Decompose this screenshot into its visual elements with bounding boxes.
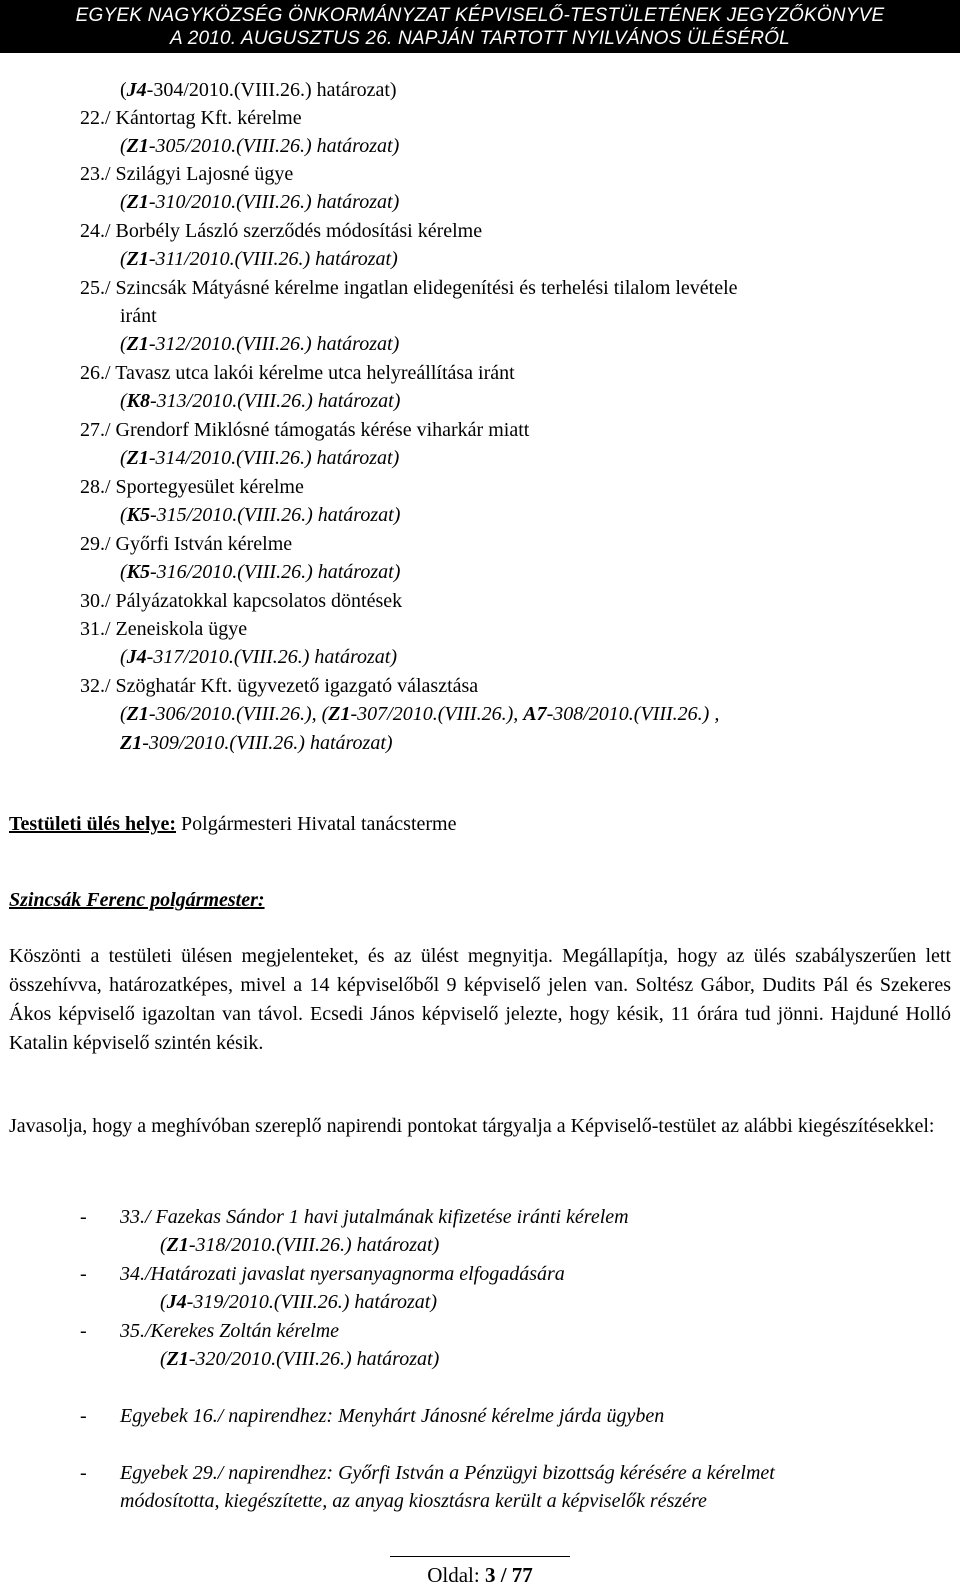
agenda-item-32: 32./ Szöghatár Kft. ügyvezető igazgató választása	[80, 675, 479, 697]
agenda-item-30: 30./ Pályázatokkal kapcsolatos döntések	[80, 590, 403, 612]
page-number: 3 / 77	[484, 1563, 533, 1587]
addition-item-egyebek-29-cont: módosította, kiegészítette, az anyag kiosztásra került a képviselők részére	[120, 1490, 707, 1512]
addition-item-33: 33./ Fazekas Sándor 1 havi jutalmának kifizetése iránti kérelem	[120, 1206, 629, 1228]
page-footer	[0, 1563, 960, 1588]
agenda-ref: (Z1-314/2010.(VIII.26.) határozat)	[120, 447, 400, 469]
list-dash: -	[80, 1206, 87, 1228]
speaker-name: Szincsák Ferenc polgármester:	[9, 889, 265, 911]
venue-line	[9, 812, 456, 836]
agenda-item-27: 27./ Grendorf Miklósné támogatás kérése viharkár miatt	[80, 419, 530, 441]
agenda-ref: (Z1-310/2010.(VIII.26.) határozat)	[120, 191, 400, 213]
agenda-ref: (K5-315/2010.(VIII.26.) határozat)	[120, 504, 401, 526]
agenda-ref: (Z1-312/2010.(VIII.26.) határozat)	[120, 333, 400, 355]
agenda-ref: (Z1-311/2010.(VIII.26.) határozat)	[120, 248, 398, 270]
agenda-ref: Z1-309/2010.(VIII.26.) határozat)	[120, 732, 393, 754]
agenda-ref: (Z1-305/2010.(VIII.26.) határozat)	[120, 135, 400, 157]
agenda-ref: (J4-317/2010.(VIII.26.) határozat)	[120, 646, 398, 668]
agenda-item-31: 31./ Zeneiskola ügye	[80, 618, 248, 640]
list-dash: -	[80, 1263, 87, 1285]
agenda-item-24: 24./ Borbély László szerződés módosítási kérelme	[80, 220, 483, 242]
addition-item-egyebek-29: Egyebek 29./ napirendhez: Győrfi István a Pénzügyi bizottság kérésére a kérelmet	[120, 1462, 775, 1484]
list-dash: -	[80, 1405, 87, 1427]
agenda-item-22: 22./ Kántortag Kft. kérelme	[80, 107, 302, 129]
agenda-item-25-cont: iránt	[120, 305, 157, 327]
addition-item-34: 34./Határozati javaslat nyersanyagnorma elfogadására	[120, 1263, 565, 1285]
paragraph-opening: Köszönti a testületi ülésen megjelenteket, és az ülést megnyitja. Megállapítja, hogy az ülés szabályszerűen lett összehívva, határozatképes, mivel a 14 képviselőből 9 képviselő jelen van. Soltész Gábor, Dudits Pál és Szekeres Ákos képviselő igazoltan van távol. Ecsedi János képviselő jelezte, hogy késik, 11 órára tud jönni. Hajduné Holló Katalin képviselő szintén késik.	[9, 945, 951, 1054]
page-label: Oldal:	[427, 1563, 485, 1587]
agenda-ref: (K5-316/2010.(VIII.26.) határozat)	[120, 561, 401, 583]
agenda-item-25: 25./ Szincsák Mátyásné kérelme ingatlan elidegenítési és terhelési tilalom levétele	[80, 277, 738, 299]
list-dash: -	[80, 1462, 87, 1484]
addition-ref: (J4-319/2010.(VIII.26.) határozat)	[160, 1291, 438, 1313]
agenda-item-29: 29./ Győrfi István kérelme	[80, 533, 293, 555]
venue-value: Polgármesteri Hivatal tanácsterme	[176, 813, 457, 835]
addition-ref: (Z1-320/2010.(VIII.26.) határozat)	[160, 1348, 440, 1370]
venue-label: Testületi ülés helye:	[9, 813, 177, 835]
header-line-1: EGYEK NAGYKÖZSÉG ÖNKORMÁNYZAT KÉPVISELŐ-TESTÜLETÉNEK JEGYZŐKÖNYVE	[75, 5, 885, 26]
agenda-item-28: 28./ Sportegyesület kérelme	[80, 476, 304, 498]
agenda-item-26: 26./ Tavasz utca lakói kérelme utca helyreállítása iránt	[80, 362, 515, 384]
addition-item-egyebek-16: Egyebek 16./ napirendhez: Menyhárt Jánosné kérelme járda ügyben	[120, 1405, 665, 1427]
addition-ref: (Z1-318/2010.(VIII.26.) határozat)	[160, 1234, 440, 1256]
addition-item-35: 35./Kerekes Zoltán kérelme	[120, 1320, 340, 1342]
agenda-ref: (K8-313/2010.(VIII.26.) határozat)	[120, 390, 401, 412]
list-dash: -	[80, 1320, 87, 1342]
agenda-ref: (Z1-306/2010.(VIII.26.), (Z1-307/2010.(VIII.26.), A7-308/2010.(VIII.26.) ,	[120, 703, 720, 725]
agenda-ref: (J4-304/2010.(VIII.26.) határozat)	[120, 79, 397, 101]
document-header	[0, 0, 960, 53]
paragraph-proposal: Javasolja, hogy a meghívóban szereplő napirendi pontokat tárgyalja a Képviselő-testület az alábbi kiegészítésekkel:	[9, 1115, 935, 1137]
agenda-item-23: 23./ Szilágyi Lajosné ügye	[80, 163, 294, 185]
footer-rule	[390, 1556, 570, 1557]
header-line-2: A 2010. AUGUSZTUS 26. NAPJÁN TARTOTT NYILVÁNOS ÜLÉSÉRŐL	[170, 28, 790, 49]
